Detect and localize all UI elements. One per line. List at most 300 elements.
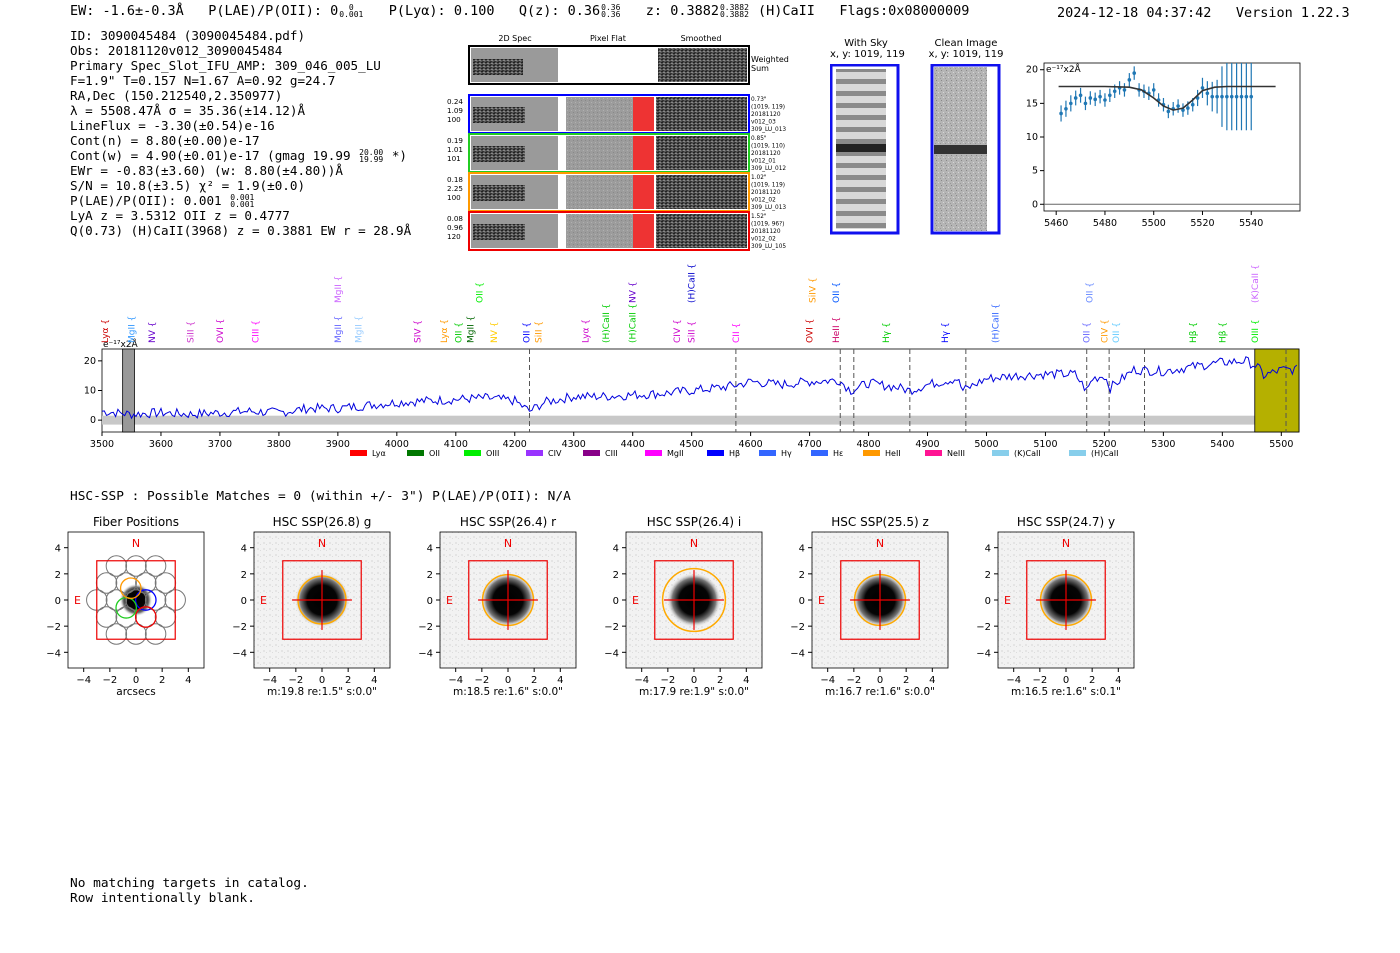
- legend-label: OII: [429, 449, 441, 458]
- cutout-masked: [633, 175, 654, 209]
- line-label: OII {: [1112, 322, 1123, 343]
- zoom-point: [1123, 88, 1127, 92]
- info-lineflux: LineFlux = -3.30(±0.54)e-16: [70, 118, 275, 133]
- cutout-pixelflat: [566, 97, 633, 131]
- xtick-label: 4: [1115, 675, 1122, 686]
- info-fwhm: F=1.9" T=0.157 N=1.67 A=0.92 g=24.7: [70, 73, 336, 88]
- zoom-point: [1235, 95, 1239, 99]
- cutout-2dspec-trace: [473, 185, 525, 201]
- spectrum-ylabel: e⁻¹⁷x2Å: [103, 340, 138, 350]
- info-contn: Cont(n) = 8.80(±0.00)e-17: [70, 133, 260, 148]
- zoom-point: [1210, 95, 1214, 99]
- fiber-xlabel: arcsecs: [116, 686, 156, 698]
- line-label: OVI {: [805, 318, 816, 343]
- xtick-label: 0: [1062, 675, 1070, 686]
- xtick-label: 4: [185, 675, 192, 686]
- clean-image-title: Clean Image: [934, 38, 998, 49]
- xtick-label: −2: [288, 675, 304, 686]
- xtick-label: 4: [743, 675, 750, 686]
- xtick-label: 2: [344, 675, 352, 686]
- panel-caption: m:16.7 re:1.6" s:0.0": [825, 686, 935, 698]
- zoom-point: [1152, 88, 1156, 92]
- with-sky-title: With Sky: [844, 38, 888, 49]
- line-label: SiII {: [687, 320, 698, 343]
- zoom-point: [1215, 95, 1219, 99]
- zoom-point: [1059, 112, 1063, 116]
- spectrum-xtick-label: 4400: [620, 439, 645, 450]
- xtick-label: −4: [634, 675, 650, 686]
- ytick-label: −2: [232, 622, 247, 634]
- line-label-upper: (H)CaII {: [687, 263, 698, 303]
- legend-label: Hε: [833, 449, 844, 458]
- line-label: MgII {: [127, 315, 138, 343]
- cutout-right-stat: 1.02": [751, 175, 767, 181]
- legend-swatch: [863, 450, 880, 456]
- cutout-row: [447, 173, 786, 211]
- ytick-label: 4: [426, 543, 433, 555]
- line-label: CIII {: [251, 320, 262, 343]
- xtick-label: 2: [902, 675, 910, 686]
- zoom-axes: [1044, 63, 1300, 211]
- zoom-point: [1103, 98, 1107, 102]
- cutout-left-stat: 1.09: [447, 106, 464, 115]
- zoom-point: [1132, 71, 1136, 75]
- xtick-label: 0: [876, 675, 884, 686]
- xtick-label: 2: [158, 675, 166, 686]
- z-value: 0.3882: [670, 3, 719, 19]
- spectrum-xtick-label: 5100: [1033, 439, 1058, 450]
- plae-bounds: 0 0.001: [339, 3, 364, 19]
- line-label: Hγ {: [941, 322, 952, 343]
- cutout-right-stat: v012_03: [751, 119, 776, 126]
- cutout-right-stat: 20181120: [751, 112, 781, 118]
- zoom-point: [1069, 102, 1073, 106]
- xtick-label: 4: [371, 675, 378, 686]
- zoom-point: [1108, 93, 1112, 97]
- cutout-pixelflat: [566, 214, 633, 248]
- spectrum-xtick-label: 3500: [89, 439, 115, 450]
- north-label: N: [131, 537, 141, 550]
- ytick-label: −2: [790, 622, 805, 634]
- xtick-label: 2: [530, 675, 538, 686]
- line-label-upper: NV {: [628, 281, 639, 303]
- xtick-label: 4: [929, 675, 936, 686]
- cutout-gap: [563, 214, 566, 248]
- legend-swatch: [526, 450, 543, 456]
- zoom-point: [1206, 91, 1210, 95]
- cutout-left-stat: 2.25: [447, 184, 464, 193]
- panel-caption: m:16.5 re:1.6" s:0.1": [1011, 686, 1121, 698]
- zoom-point: [1230, 95, 1234, 99]
- cutout-right-stat: (1019, 119): [751, 104, 786, 111]
- with-sky-coords: x, y: 1019, 119: [830, 49, 905, 60]
- legend-label: (H)CaII: [1091, 449, 1119, 458]
- info-sn: S/N = 10.8(±3.5) χ² = 1.9(±0.0): [70, 178, 306, 193]
- zoom-point: [1074, 96, 1078, 100]
- zoom-xtick-label: 5460: [1044, 218, 1069, 229]
- zoom-point: [1098, 95, 1102, 99]
- cutout-2dspec-trace: [473, 146, 525, 162]
- zoom-point: [1249, 95, 1253, 99]
- ew-value: -1.6±-0.3Å: [102, 3, 184, 19]
- line-label: Hβ {: [1188, 321, 1199, 343]
- cutout-right-stat: 20181120: [751, 151, 781, 157]
- cutout-right-stat: v012_01: [751, 158, 776, 165]
- legend-swatch: [759, 450, 776, 456]
- zoom-point: [1176, 104, 1180, 108]
- ytick-label: −2: [604, 622, 619, 634]
- spectrum-ytick-label: 10: [83, 385, 96, 397]
- panel-title: Fiber Positions: [92, 515, 180, 529]
- hsc-summary: HSC-SSP : Possible Matches = 0 (within +/- 3") P(LAE)/P(OII): N/A: [70, 489, 571, 504]
- cutout-gap: [563, 97, 566, 131]
- panel-title: HSC SSP(26.8) g: [272, 515, 372, 529]
- cutout-left-stat: 1.01: [447, 145, 464, 154]
- legend-label: OIII: [486, 449, 500, 458]
- spectrum-xtick-label: 5500: [1269, 439, 1294, 450]
- with-sky-image: [831, 65, 898, 233]
- line-label: Lyα {: [581, 318, 592, 343]
- spectrum-xtick-label: 5400: [1210, 439, 1235, 450]
- detection-info: [70, 28, 411, 238]
- spectrum-xtick-label: 4500: [679, 439, 704, 450]
- xtick-label: 2: [1088, 675, 1096, 686]
- info-lya: LyA z = 3.5312 OII z = 0.4777: [70, 208, 290, 223]
- hsc-cutouts: [40, 510, 1170, 715]
- cutout-left-stat: 101: [447, 154, 461, 163]
- spectrum-xtick-label: 4800: [856, 439, 881, 450]
- cutout-right-stat: 309_LU_013: [751, 127, 787, 133]
- legend-label: Hγ: [781, 449, 792, 458]
- info-contw: Cont(w) = 4.90(±0.01)e-17 (gmag 19.99 20.00 19.99 *): [70, 148, 407, 164]
- zoom-unit-label: e⁻¹⁷x2Å: [1046, 65, 1081, 75]
- legend-label: Lyα: [372, 449, 386, 458]
- legend-label: MgII: [667, 449, 684, 458]
- cutout-smoothed: [656, 136, 747, 170]
- cutout-row: [447, 95, 786, 133]
- line-label: CIV {: [672, 319, 683, 343]
- line-label-upper: SiIV {: [808, 277, 819, 303]
- north-label: N: [503, 537, 513, 550]
- east-label: E: [446, 594, 453, 607]
- zoom-ytick-label: 15: [1025, 98, 1038, 110]
- zoom-point: [1064, 107, 1068, 111]
- ytick-label: 0: [426, 596, 433, 607]
- ytick-label: −4: [790, 648, 805, 660]
- east-label: E: [632, 594, 639, 607]
- weighted-sum-row: [469, 46, 789, 84]
- panel-caption: m:18.5 re:1.6" s:0.0": [453, 686, 563, 698]
- qz-label: Q(z):: [518, 3, 560, 19]
- ytick-label: 2: [54, 569, 61, 581]
- cutout-pixelflat: [566, 136, 633, 170]
- line-label: NV {: [148, 321, 159, 343]
- zoom-point: [1084, 102, 1088, 106]
- cutout-right-stat: (1019, 119): [751, 182, 786, 189]
- cutout-smoothed: [656, 97, 747, 131]
- zoom-point: [1240, 95, 1244, 99]
- xtick-label: 0: [132, 675, 140, 686]
- zoom-point: [1220, 95, 1224, 99]
- info-lambda: λ = 5508.47Å σ = 35.36(±14.12)Å: [70, 103, 306, 118]
- full-spectrum-plot: [60, 262, 1320, 467]
- spectrum-ytick-label: 0: [89, 415, 96, 427]
- cutout-2dspec-trace: [473, 107, 525, 123]
- timestamp-version: [1057, 5, 1350, 21]
- zoom-ytick-label: 5: [1031, 165, 1038, 177]
- xtick-label: 0: [504, 675, 512, 686]
- xtick-label: −2: [660, 675, 676, 686]
- cutout-right-stat: 309_LU_013: [751, 205, 787, 211]
- sum-label: Sum: [751, 64, 769, 73]
- cutout-row: [447, 212, 786, 250]
- spectrum-xtick-label: 4300: [561, 439, 586, 450]
- legend-swatch: [407, 450, 424, 456]
- zoom-point: [1113, 89, 1117, 93]
- north-label: N: [689, 537, 699, 550]
- zoom-point: [1186, 106, 1190, 110]
- cutout-right-stat: 0.73": [751, 97, 767, 103]
- cutout-right-stat: 309_LU_012: [751, 166, 787, 172]
- line-label: (H)CaII {: [991, 303, 1002, 343]
- spectrum-xtick-label: 5200: [1092, 439, 1117, 450]
- ytick-label: −4: [232, 648, 247, 660]
- cutout-left-stat: 0.96: [447, 223, 464, 232]
- ytick-label: 4: [798, 543, 805, 555]
- version: Version 1.22.3: [1235, 5, 1350, 21]
- spectrum-xtick-label: 4000: [384, 439, 409, 450]
- line-label: MgII {: [354, 315, 365, 343]
- ytick-label: 4: [984, 543, 991, 555]
- with-sky-header: [830, 38, 905, 60]
- east-label: E: [260, 594, 267, 607]
- line-label-upper: OII {: [475, 282, 486, 303]
- ytick-label: −4: [976, 648, 991, 660]
- line-label: Hβ {: [1218, 321, 1229, 343]
- info-id: ID: 3090045484 (3090045484.pdf): [70, 28, 306, 43]
- cutout-masked: [633, 136, 654, 170]
- xtick-label: −4: [262, 675, 278, 686]
- cutout-row: [447, 134, 786, 172]
- timestamp: 2024-12-18 04:37:42: [1057, 5, 1212, 21]
- hsc-panel: [604, 515, 762, 698]
- cutout-left-stat: 100: [447, 115, 461, 124]
- clean-image-coords: x, y: 1019, 119: [928, 49, 1004, 60]
- qz-bounds: 0.36 0.36: [601, 3, 621, 19]
- spectrum-xtick-label: 4900: [915, 439, 940, 450]
- plya-label: P(Lyα):: [388, 3, 446, 19]
- cutout-2dspec-trace: [473, 224, 525, 240]
- fiber-positions-panel: [46, 515, 204, 698]
- zoom-point: [1079, 93, 1083, 97]
- qz-value: 0.36: [567, 3, 601, 19]
- masked-region: [123, 349, 135, 432]
- panel-caption: m:19.8 re:1.5" s:0.0": [267, 686, 377, 698]
- zoom-point: [1089, 96, 1093, 100]
- legend-label: HeII: [885, 449, 901, 458]
- footer-line-2: Row intentionally blank.: [70, 891, 255, 906]
- xtick-label: −2: [102, 675, 118, 686]
- line-label: Hγ {: [882, 322, 893, 343]
- legend-swatch: [583, 450, 600, 456]
- xtick-label: −2: [474, 675, 490, 686]
- legend-swatch: [350, 450, 367, 456]
- xtick-label: −4: [820, 675, 836, 686]
- spectrum-xtick-label: 3900: [325, 439, 350, 450]
- xtick-label: 0: [690, 675, 698, 686]
- ytick-label: 2: [798, 569, 805, 581]
- spectrum-xtick-label: 3600: [148, 439, 174, 450]
- ytick-label: 4: [54, 543, 61, 555]
- xtick-label: −4: [448, 675, 464, 686]
- cutout-right-stat: 309_LU_105: [751, 244, 787, 250]
- line-label: OII {: [522, 322, 533, 343]
- ytick-label: 0: [798, 596, 805, 607]
- zoom-xtick-label: 5540: [1239, 218, 1264, 229]
- info-plae: P(LAE)/P(OII): 0.001 0.001 0.001: [70, 193, 255, 209]
- zoom-point: [1245, 95, 1249, 99]
- ytick-label: 2: [426, 569, 433, 581]
- plae-label: P(LAE)/P(OII):: [208, 3, 322, 19]
- line-label: SiII {: [186, 320, 197, 343]
- cutout-masked: [633, 214, 654, 248]
- legend-swatch: [811, 450, 828, 456]
- ytick-label: 4: [240, 543, 247, 555]
- ytick-label: −4: [418, 648, 433, 660]
- xtick-label: −2: [846, 675, 862, 686]
- ytick-label: −2: [976, 622, 991, 634]
- ytick-label: 4: [612, 543, 619, 555]
- hsc-panel: [418, 515, 576, 698]
- spectrum-xtick-label: 4600: [738, 439, 763, 450]
- cutout-gap: [563, 136, 566, 170]
- ytick-label: −2: [46, 622, 61, 634]
- line-label: (H)CaII {: [602, 303, 613, 343]
- panel-title: HSC SSP(26.4) r: [459, 515, 557, 529]
- clean-image-header: [925, 38, 1007, 60]
- north-label: N: [317, 537, 327, 550]
- line-label: OII {: [454, 322, 465, 343]
- cutout-right-stat: v012_02: [751, 197, 776, 204]
- ytick-label: 2: [984, 569, 991, 581]
- col-header-smoothed: Smoothed: [680, 34, 722, 43]
- line-label: MgII {: [466, 315, 477, 343]
- north-label: N: [875, 537, 885, 550]
- ytick-label: 2: [612, 569, 619, 581]
- cutout-left-stat: 0.08: [447, 214, 464, 223]
- z-label: z:: [645, 3, 663, 19]
- ytick-label: 0: [612, 596, 619, 607]
- clean-image: [932, 65, 999, 233]
- cutout-rows: [447, 95, 786, 250]
- cutout-left-stat: 0.19: [447, 136, 464, 145]
- line-label: SiII {: [534, 320, 545, 343]
- zoom-point: [1201, 86, 1205, 90]
- east-label: E: [1004, 594, 1011, 607]
- legend-swatch: [992, 450, 1009, 456]
- ytick-label: 0: [240, 596, 247, 607]
- legend-swatch: [925, 450, 942, 456]
- ytick-label: 0: [54, 596, 61, 607]
- col-header-2dspec: 2D Spec: [498, 34, 532, 43]
- line-label-upper: OII {: [832, 282, 843, 303]
- spectrum-xtick-label: 3700: [207, 439, 233, 450]
- zoom-xtick-label: 5520: [1190, 218, 1215, 229]
- cutout-left-stat: 120: [447, 232, 461, 241]
- line-label: CIV {: [1100, 319, 1111, 343]
- line-label: SIV {: [413, 319, 424, 343]
- xtick-label: −2: [1032, 675, 1048, 686]
- east-label: E: [74, 594, 81, 607]
- ytick-label: −4: [604, 648, 619, 660]
- line-label: (H)CaII {: [628, 303, 639, 343]
- info-radec: RA,Dec (150.212540,2.350977): [70, 88, 283, 103]
- col-header-pixelflat: Pixel Flat: [590, 34, 626, 43]
- xtick-label: −4: [1006, 675, 1022, 686]
- zoom-xtick-label: 5500: [1141, 218, 1166, 229]
- legend-label: Hβ: [729, 449, 741, 458]
- info-ewr: EWr = -0.83(±3.60) (w: 8.80(±4.80))Å: [70, 163, 343, 178]
- zoom-ytick-label: 0: [1031, 199, 1038, 211]
- cutout-right-stat: 20181120: [751, 229, 781, 235]
- cutout-right-stat: 0.85": [751, 136, 767, 142]
- cutout-left-stat: 0.24: [447, 97, 464, 106]
- line-label: NV {: [490, 321, 501, 343]
- hsc-panel: [976, 515, 1134, 698]
- spectrum-xtick-label: 5000: [974, 439, 999, 450]
- legend-swatch: [645, 450, 662, 456]
- line-label: CII {: [731, 322, 742, 343]
- zoom-point: [1191, 103, 1195, 107]
- cutout-right-stat: 1.52": [751, 214, 767, 220]
- legend-label: CIII: [605, 449, 618, 458]
- legend-label: CIV: [548, 449, 562, 458]
- cutout-left-stat: 100: [447, 193, 461, 202]
- info-primary: Primary Spec_Slot_IFU_AMP: 309_046_005_LU: [70, 58, 381, 73]
- spectrum-xtick-label: 3800: [266, 439, 291, 450]
- zoom-point: [1225, 95, 1229, 99]
- zoom-spectrum-plot: [1020, 55, 1330, 235]
- cutout-left-stat: 0.18: [447, 175, 464, 184]
- plya-value: 0.100: [453, 3, 495, 19]
- ytick-label: 2: [240, 569, 247, 581]
- cutout-smoothed: [656, 175, 747, 209]
- spectrum-xtick-label: 4700: [797, 439, 822, 450]
- masked-region: [1255, 349, 1299, 432]
- panel-caption: m:17.9 re:1.9" s:0.0": [639, 686, 749, 698]
- ytick-label: −4: [46, 648, 61, 660]
- cutout-right-stat: (1019, 96?): [751, 221, 785, 228]
- footer-line-1: No matching targets in catalog.: [70, 876, 309, 891]
- ytick-label: −2: [418, 622, 433, 634]
- cutout-right-stat: v012_02: [751, 236, 776, 243]
- cutout-pixelflat: [566, 175, 633, 209]
- line-label: MgII {: [333, 315, 344, 343]
- z-bounds: 0.3882 0.3882: [719, 3, 749, 19]
- panel-title: HSC SSP(25.5) z: [831, 515, 929, 529]
- hsc-panel: [790, 515, 948, 698]
- north-label: N: [1061, 537, 1071, 550]
- legend-label: (K)CaII: [1014, 449, 1041, 458]
- noise-band: [102, 416, 1299, 425]
- east-label: E: [818, 594, 825, 607]
- cutout-smoothed: [656, 214, 747, 248]
- spectrum-xtick-label: 4100: [443, 439, 468, 450]
- weighted-label: Weighted: [751, 55, 789, 64]
- flags: Flags:0x08000009: [839, 3, 970, 19]
- cutout-masked: [633, 97, 654, 131]
- legend-swatch: [707, 450, 724, 456]
